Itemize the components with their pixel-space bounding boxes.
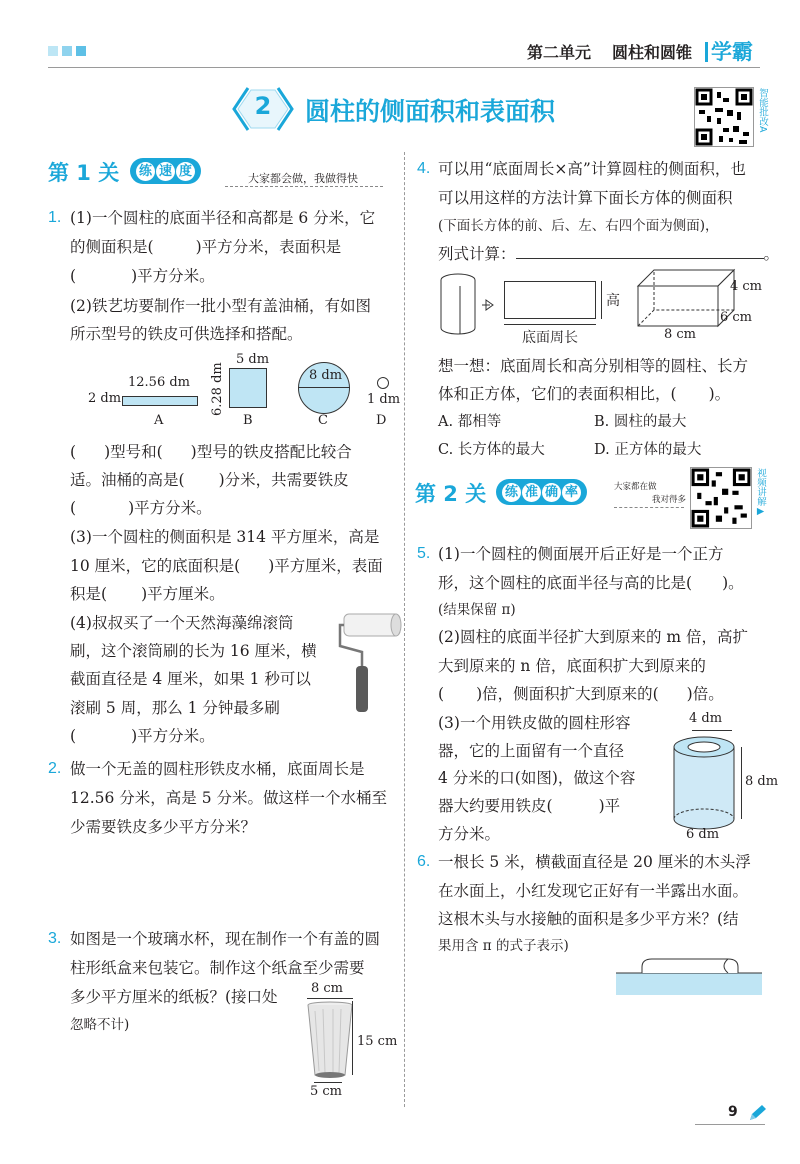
container-top-line <box>692 730 732 731</box>
q4-option-a[interactable]: A. 都相等 <box>438 414 502 430</box>
q5-line3: (结果保留 π) <box>438 602 516 618</box>
cuboid-depth-label: 6 cm <box>720 310 753 325</box>
q1-line4: (2)铁艺坊要制作一批小型有盖油桶，有如图 <box>70 297 371 315</box>
header-decoration <box>48 46 98 56</box>
text: )平方分米，表面积是 <box>195 238 342 256</box>
header-topic: 圆柱和圆锥 <box>612 43 693 62</box>
q5-line5: 大到原来的 n 倍，底面积扩大到原来的 <box>438 657 706 675</box>
q4-line4 <box>438 240 779 268</box>
sheetB-top-label: 5 dm <box>236 352 270 367</box>
q6-line1: 一根长 5 米，横截面直径是 20 厘米的木头浮 <box>438 853 751 871</box>
pill-char: 率 <box>562 483 581 502</box>
q1-line15: 滚刷 5 周，那么 1 分钟最多刷 <box>70 699 280 717</box>
floating-log-figure <box>616 955 762 995</box>
text: 体和正方体，它们的表面积相比，( <box>438 385 677 403</box>
q3-line4: 忽略不计) <box>70 1017 130 1033</box>
sheetA-length-label: 12.56 dm <box>128 375 190 390</box>
sheet-label-D: D <box>376 413 387 428</box>
sheet-label-A: A <box>154 413 164 428</box>
text: 的侧面积是( <box>70 238 154 256</box>
q1-line9: (3)一个圆柱的侧面积是 314 平方厘米，高是 <box>70 528 380 546</box>
sheet-label-B: B <box>243 413 253 428</box>
text: 形，这个圆柱的底面半径与高的比是( <box>438 574 693 592</box>
q4-number: 4. <box>417 160 431 177</box>
q1-line8: ( )平方分米。 <box>70 499 212 517</box>
text: 。 <box>763 245 780 263</box>
q1-line7 <box>70 466 349 494</box>
text: 器大约要用铁皮( <box>438 797 553 815</box>
q5-line9: 4 分米的口(如图)，做这个容 <box>438 769 636 787</box>
q3-line3: 多少平方厘米的纸板？(接口处 <box>70 988 278 1006</box>
sheetC-label: 8 dm <box>309 368 343 383</box>
open-cylinder-figure <box>671 733 737 833</box>
header-unit: 第二单元 <box>527 43 592 62</box>
q1-line13: 刷，这个滚筒刷的长为 16 厘米，横 <box>70 642 317 660</box>
cuboid-width-label: 8 cm <box>664 327 697 342</box>
column-divider <box>404 152 405 1107</box>
sheetB-rect <box>229 368 267 408</box>
q6-line3: 这根木头与水接触的面积是多少平方米？(结 <box>438 910 739 928</box>
section2-pill <box>496 479 587 505</box>
section1-rule <box>225 186 383 187</box>
header-bar <box>705 42 708 62</box>
q4-line3: (下面长方体的前、后、左、右四个面为侧面)， <box>438 218 719 234</box>
q5-number: 5. <box>417 545 431 562</box>
q4-line5: 想一想：底面周长和高分别相等的圆柱、长方 <box>438 357 749 375</box>
q5-line4: (2)圆柱的底面半径扩大到原来的 m 倍，高扩 <box>438 628 749 646</box>
lesson-number: 2 <box>254 92 272 120</box>
unrolled-rect <box>504 281 596 319</box>
q2-line1: 做一个无盖的圆柱形铁皮水桶，底面周长是 <box>70 760 365 778</box>
text: )倍，侧面积扩大到原来的( <box>476 685 659 703</box>
pill-char: 练 <box>502 483 521 502</box>
text: 列式计算： <box>438 245 516 263</box>
q3-line2: 柱形纸盒来包装它。制作这个纸盒至少需要 <box>70 959 365 977</box>
container-height-label: 8 dm <box>745 774 779 789</box>
pill-char: 确 <box>542 483 561 502</box>
q6-number: 6. <box>417 853 431 870</box>
brand-logo: 学霸 <box>711 40 753 64</box>
q3-line1: 如图是一个玻璃水杯，现在制作一个有盖的圆 <box>70 930 381 948</box>
pill-char: 准 <box>522 483 541 502</box>
text: 10 厘米，它的底面积是( <box>70 557 241 575</box>
q4-option-c[interactable]: C. 长方体的最大 <box>438 442 545 458</box>
section1-pill <box>130 158 201 184</box>
pill-char: 速 <box>156 162 175 181</box>
text: )。 <box>722 574 744 592</box>
text: )平方分米。 <box>131 267 215 285</box>
q6-line2: 在水面上，小红发现它正好有一半露出水面。 <box>438 882 749 900</box>
pill-char: 度 <box>176 162 195 181</box>
q4-line6 <box>438 380 730 408</box>
q2-number: 2. <box>48 760 62 777</box>
roller-brush-image <box>338 612 404 714</box>
cylinder-unroll-figure <box>438 272 500 338</box>
text: )型号的铁皮搭配比较合 <box>190 443 352 461</box>
qr-code-grading[interactable] <box>694 87 754 147</box>
container-top-label: 4 dm <box>689 711 723 726</box>
q1-line14: 截面直径是 4 厘米，如果 1 秒可以 <box>70 670 311 688</box>
text: 适。油桶的高是( <box>70 471 185 489</box>
q1-line12: (4)叔叔买了一个天然海藻绵滚筒 <box>70 614 294 632</box>
q3-number: 3. <box>48 930 62 947</box>
q6-line4: 果用含 π 的式子表示) <box>438 938 569 954</box>
q5-line11: 方分米。 <box>438 825 501 843</box>
pencil-icon <box>748 1104 768 1122</box>
container-bottom-label: 6 dm <box>686 827 720 842</box>
section1-note: 大家都会做，我做得快 <box>248 172 358 185</box>
text: )平方厘米，表面 <box>268 557 383 575</box>
footer-rule <box>695 1124 765 1125</box>
section2-note2: 我对得多 <box>652 495 687 505</box>
section1-label: 第 1 关 <box>48 161 120 185</box>
text: )。 <box>708 385 731 403</box>
header-rule <box>48 67 760 68</box>
cup-bottom-line <box>314 1082 342 1083</box>
q5-line8: 器，它的上面留有一个直径 <box>438 742 625 760</box>
q1-line2 <box>70 233 341 261</box>
q1-line5: 所示型号的铁皮可供选择和搭配。 <box>70 325 303 343</box>
glass-cup-image <box>305 1001 355 1081</box>
sheetC-diameter <box>298 387 350 388</box>
cup-top-line <box>307 998 353 999</box>
answer-line[interactable] <box>516 241 764 259</box>
cup-top-label: 8 cm <box>311 981 344 996</box>
q1-number: 1. <box>48 209 62 226</box>
sheetB-side-label: 6.28 dm <box>210 362 225 416</box>
text: )倍。 <box>686 685 724 703</box>
sheet-label-C: C <box>318 413 328 428</box>
sheetD-circle <box>377 377 389 389</box>
text: )平 <box>598 797 621 815</box>
sheetA-rect <box>122 396 198 406</box>
q2-line2: 12.56 分米，高是 5 分米。做这样一个水桶至 <box>70 789 388 807</box>
section2-label: 第 2 关 <box>415 482 487 506</box>
q5-line1: (1)一个圆柱的侧面展开后正好是一个正方 <box>438 545 724 563</box>
rect-height-label: 高 <box>606 293 620 309</box>
sheetA-width-label: 2 dm <box>88 391 122 406</box>
q5-line2 <box>438 569 744 597</box>
text: )型号和( <box>104 443 163 461</box>
q1-line11 <box>70 580 225 608</box>
text: )平方分米。 <box>131 727 215 745</box>
sheetD-label: 1 dm <box>367 392 401 407</box>
q5-line6: ( )倍，侧面积扩大到原来的( )倍。 <box>438 685 724 703</box>
q4-line2: 可以用这样的方法计算下面长方体的侧面积 <box>438 189 733 207</box>
q1-line6: ( )型号和( )型号的铁皮搭配比较合 <box>70 443 352 461</box>
q1-line16: ( )平方分米。 <box>70 727 215 745</box>
text: )平方厘米。 <box>141 585 225 603</box>
qr-tag-video: 视频讲解▶ <box>755 468 766 517</box>
rect-height-line <box>601 281 602 319</box>
text: )平方分米。 <box>128 499 212 517</box>
q2-line3: 少需要铁皮多少平方分米？ <box>70 818 257 836</box>
cup-bottom-label: 5 cm <box>310 1084 343 1099</box>
cup-height-label: 15 cm <box>357 1034 398 1049</box>
page-number: 9 <box>728 1104 738 1120</box>
q4-line1: 可以用“底面周长×高”计算圆柱的侧面积，也 <box>438 160 746 178</box>
qr-tag-grading: 智能批改A <box>757 88 768 133</box>
section2-rule <box>614 507 684 508</box>
rect-bottom-label: 底面周长 <box>522 330 578 346</box>
text: )分米，共需要铁皮 <box>218 471 349 489</box>
q5-line10 <box>438 792 620 820</box>
q1-line10 <box>70 552 383 580</box>
section2-note1: 大家都在做 <box>614 482 657 492</box>
q5-line7: (3)一个用铁皮做的圆柱形容 <box>438 714 631 732</box>
q1-line1: (1)一个圆柱的底面半径和高都是 6 分米，它 <box>70 209 376 227</box>
cuboid-height-label: 4 cm <box>730 279 763 294</box>
lesson-title: 圆柱的侧面积和表面积 <box>305 97 556 126</box>
q4-option-d[interactable]: D. 正方体的最大 <box>594 442 702 458</box>
q4-option-b[interactable]: B. 圆柱的最大 <box>594 414 687 430</box>
cup-height-line <box>352 1001 353 1075</box>
qr-code-video[interactable] <box>690 467 752 529</box>
container-height-line <box>741 747 742 819</box>
pill-char: 练 <box>136 162 155 181</box>
rect-bottom-line <box>504 324 596 325</box>
text: 积是( <box>70 585 108 603</box>
q1-line3: ( )平方分米。 <box>70 267 215 285</box>
